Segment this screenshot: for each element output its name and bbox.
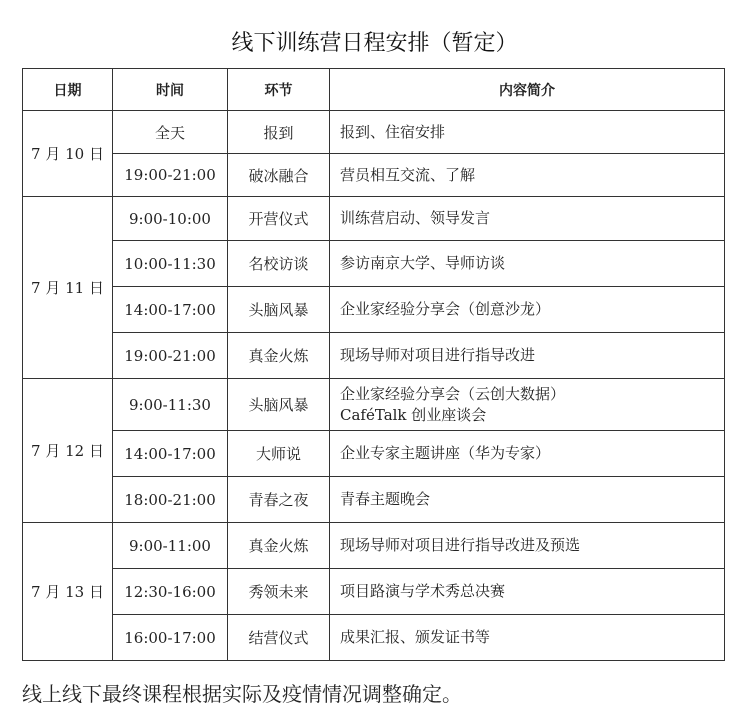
header-content: 内容简介 [330,69,725,111]
content-cell: 营员相互交流、了解 [330,154,725,197]
header-section: 环节 [228,69,330,111]
table-row [23,379,725,431]
table-row [23,431,725,477]
content-line: 企业家经验分享会（云创大数据） [340,384,566,403]
table-row [23,477,725,523]
content-cell [330,379,725,431]
section-cell: 报到 [228,111,330,154]
section-cell: 破冰融合 [228,154,330,197]
content-cell: 训练营启动、领导发言 [330,197,725,241]
section-cell: 真金火炼 [228,523,330,569]
content-cell: 成果汇报、颁发证书等 [330,615,725,661]
table-row [23,615,725,661]
time-cell: 19:00-21:00 [113,154,228,197]
content-cell: 项目路演与学术秀总决赛 [330,569,725,615]
table-row [23,241,725,287]
content-line: CaféTalk 创业座谈会 [340,405,487,424]
section-cell: 头脑风暴 [228,287,330,333]
time-cell: 19:00-21:00 [113,333,228,379]
table-row [23,287,725,333]
time-cell: 9:00-11:00 [113,523,228,569]
time-cell: 9:00-11:30 [113,379,228,431]
table-header [23,69,725,111]
section-cell: 结营仪式 [228,615,330,661]
schedule-table [22,68,725,661]
table-row [23,569,725,615]
content-cell: 现场导师对项目进行指导改进 [330,333,725,379]
date-cell: 7 月 11 日 [23,197,113,379]
header-date: 日期 [23,69,113,111]
section-cell: 头脑风暴 [228,379,330,431]
page-title: 线下训练营日程安排（暂定） [231,31,518,56]
time-cell: 14:00-17:00 [113,287,228,333]
section-cell: 真金火炼 [228,333,330,379]
date-cell: 7 月 10 日 [23,111,113,197]
table-row [23,333,725,379]
section-cell: 名校访谈 [228,241,330,287]
table-row [23,523,725,569]
content-cell: 企业专家主题讲座（华为专家） [330,431,725,477]
time-cell: 全天 [113,111,228,154]
time-cell: 18:00-21:00 [113,477,228,523]
content-cell: 参访南京大学、导师访谈 [330,241,725,287]
content-cell: 现场导师对项目进行指导改进及预选 [330,523,725,569]
table-row [23,154,725,197]
time-cell: 9:00-10:00 [113,197,228,241]
table-row [23,111,725,154]
section-cell: 开营仪式 [228,197,330,241]
date-cell: 7 月 13 日 [23,523,113,661]
content-cell: 报到、住宿安排 [330,111,725,154]
section-cell: 秀领未来 [228,569,330,615]
table-row [23,197,725,241]
content-cell: 企业家经验分享会（创意沙龙） [330,287,725,333]
header-time: 时间 [113,69,228,111]
section-cell: 青春之夜 [228,477,330,523]
time-cell: 14:00-17:00 [113,431,228,477]
time-cell: 12:30-16:00 [113,569,228,615]
time-cell: 16:00-17:00 [113,615,228,661]
footnote: 线上线下最终课程根据实际及疫情情况调整确定。 [22,682,462,706]
section-cell: 大师说 [228,431,330,477]
time-cell: 10:00-11:30 [113,241,228,287]
date-cell: 7 月 12 日 [23,379,113,523]
content-cell: 青春主题晚会 [330,477,725,523]
